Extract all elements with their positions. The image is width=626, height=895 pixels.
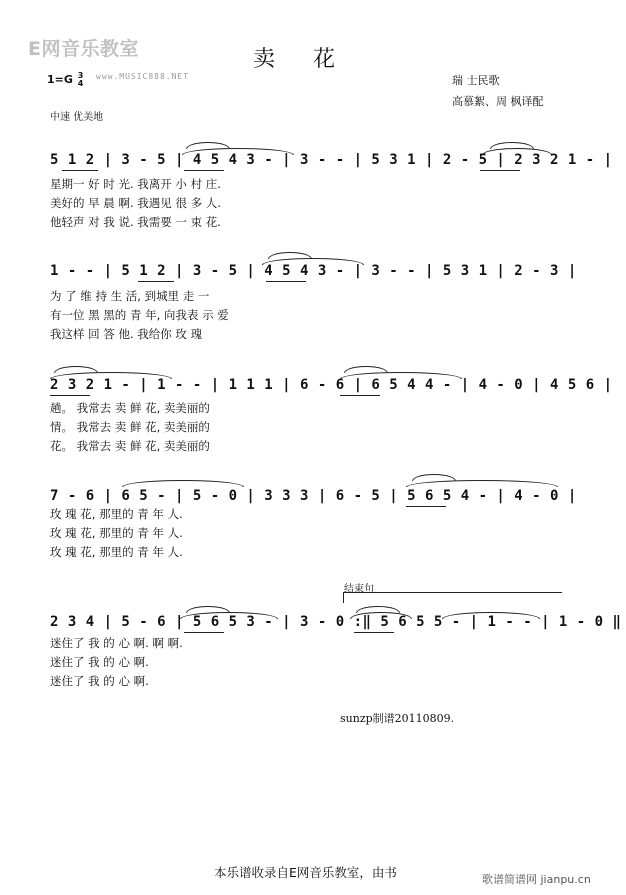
arranger-signature: sunzp制谱20110809.: [340, 712, 455, 725]
key-signature: 1=G 3 4: [47, 71, 84, 88]
lyric-line-2-3: 我这样 回 答 他. 我给你 玫 瑰: [50, 327, 203, 341]
lyric-line-1-1: 星期一 好 时 光. 我离开 小 村 庄.: [50, 177, 221, 191]
notation-line-2: 1 - - | 5 1 2 | 3 - 5 | 4 5 4 3 - | 3 - - | 5 3 1 | 2 - 3 |: [50, 263, 577, 279]
notation-line-4: 7 - 6 | 6 5 - | 5 - 0 | 3 3 3 | 6 - 5 | 5 6 5 4 - | 4 - 0 |: [50, 488, 577, 504]
source-footer: 本乐谱收录自E网音乐教室，由书: [214, 865, 397, 880]
lyric-line-3-1: 趟。 我常去 卖 鲜 花, 卖美丽的: [50, 401, 210, 415]
watermark-logo: [28, 34, 139, 61]
lyric-line-4-2: 玫 瑰 花, 那里的 青 年 人.: [50, 526, 183, 540]
composer-credit: 瑞 士民歌: [452, 74, 500, 87]
lyric-line-1-2: 美好的 早 晨 啊. 我遇见 很 多 人.: [50, 196, 221, 210]
lyric-line-2-1: 为 了 维 持 生 活, 到城里 走 一: [50, 289, 210, 303]
tempo-marking: 中速 优美地: [50, 112, 104, 123]
site-watermark: 歌谱简谱网 jianpu.cn: [482, 873, 591, 886]
ending-label: 结束句: [344, 584, 374, 595]
notation-line-3: 2 3 2 1 - | 1 - - | 1 1 1 | 6 - 6 | 6 5 4 4 - | 4 - 0 | 4 5 6 |: [50, 377, 613, 393]
translator-credit: 高慕絮、周 枫译配: [452, 95, 544, 108]
lyric-line-5-3: 迷住了 我 的 心 啊.: [50, 674, 149, 688]
page-title: 卖花: [253, 47, 374, 72]
lyric-line-5-2: 迷住了 我 的 心 啊.: [50, 655, 149, 669]
ending-bracket: [343, 592, 562, 603]
notation-line-1: 5 1 2 | 3 - 5 | 4 5 4 3 - | 3 - - | 5 3 1 | 2 - 5 | 2 3 2 1 - |: [50, 152, 613, 168]
watermark-url: www.MUSIC888.NET: [96, 72, 190, 81]
lyric-line-3-3: 花。 我常去 卖 鲜 花, 卖美丽的: [50, 439, 210, 453]
lyric-line-3-2: 情。 我常去 卖 鲜 花, 卖美丽的: [50, 420, 210, 434]
lyric-line-1-3: 他轻声 对 我 说. 我需要 一 束 花.: [50, 215, 221, 229]
lyric-line-4-1: 玫 瑰 花, 那里的 青 年 人.: [50, 507, 183, 521]
time-signature: 3 4: [77, 71, 84, 88]
watermark-logo-text: E网音乐教室: [28, 38, 139, 60]
lyric-line-4-3: 玫 瑰 花, 那里的 青 年 人.: [50, 545, 183, 559]
lyric-line-5-1: 迷住了 我 的 心 啊. 啊 啊.: [50, 636, 183, 650]
lyric-line-2-2: 有一位 黑 黑的 青 年, 向我表 示 爱: [50, 308, 229, 322]
notation-line-5: 2 3 4 | 5 - 6 | 5 6 5 3 - | 3 - 0 :‖ 5 6 5 5 - | 1 - - | 1 - 0 ‖: [50, 614, 622, 630]
